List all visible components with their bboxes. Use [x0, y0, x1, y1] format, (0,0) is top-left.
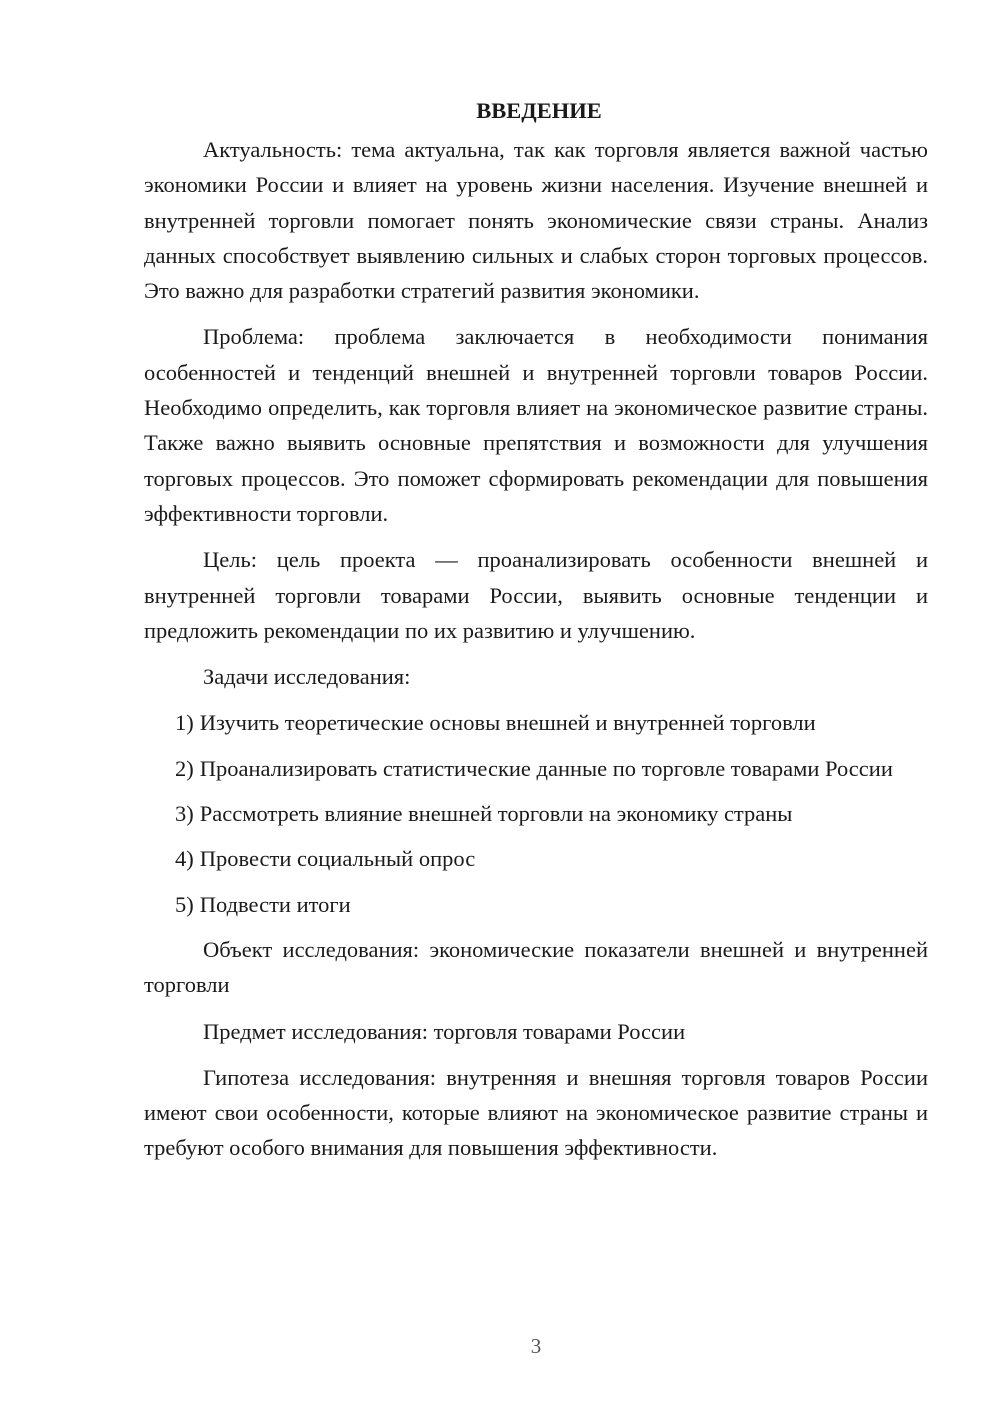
list-item-number: 5): [175, 891, 194, 917]
paragraph-relevance: Актуальность: тема актуальна, так как торговля является важной частью экономики России и влияет на уровень жизни населения. Изучение внешней и внутренней торговли помогает понять экономические связи страны. Анализ данных способствует выявлению сильных и слабых сторон торговых процессов. Это важно для разработки стратегий развития экономики.: [144, 137, 928, 304]
list-item-text: Подвести итоги: [199, 891, 351, 917]
paragraph-subject: Предмет исследования: торговля товарами России: [203, 1018, 686, 1044]
list-item: [144, 796, 928, 831]
list-item: [144, 705, 928, 740]
list-item-text: Изучить теоретические основы внешней и внутренней торговли: [199, 710, 816, 736]
section-heading: ВВЕДЕНИЕ: [476, 98, 602, 123]
paragraph-tasks-heading: Задачи исследования:: [203, 664, 411, 690]
page-content: [144, 94, 928, 1177]
list-item: [144, 887, 928, 922]
list-item-text: Рассмотреть влияние внешней торговли на экономику страны: [199, 801, 793, 827]
list-item-number: 4): [175, 846, 194, 872]
list-item-text: Проанализировать статистические данные по торговле товарами России: [199, 755, 893, 781]
list-item: [144, 751, 928, 786]
list-item-number: 1): [175, 710, 194, 736]
paragraph-goal: Цель: цель проекта — проанализировать особенности внешней и внутренней торговли товарами России, выявить основные тенденции и предложить рекомендации по их развитию и улучшению.: [144, 547, 928, 643]
tasks-list: [144, 705, 928, 921]
list-item: [144, 841, 928, 876]
list-item-number: 2): [175, 755, 194, 781]
paragraph-object: Объект исследования: экономические показатели внешней и внутренней торговли: [144, 936, 928, 998]
paragraph-hypothesis: Гипотеза исследования: внутренняя и внешняя торговля товаров России имеют свои особенности, которые влияют на экономическое развитие страны и требуют особого внимания для повышения эффективности.: [144, 1064, 928, 1161]
page-number: 3: [530, 1334, 542, 1358]
list-item-text: Провести социальный опрос: [199, 846, 476, 872]
list-item-number: 3): [175, 801, 194, 827]
paragraph-problem: Проблема: проблема заключается в необходимости понимания особенностей и тенденций внешней и внутренней торговли товаров России. Необходимо определить, как торговля влияет на экономическое развитие страны. Также важно выявить основные препятствия и возможности для улучшения торговых процессов. Это поможет сформировать рекомендации для повышения эффективности торговли.: [144, 324, 928, 526]
